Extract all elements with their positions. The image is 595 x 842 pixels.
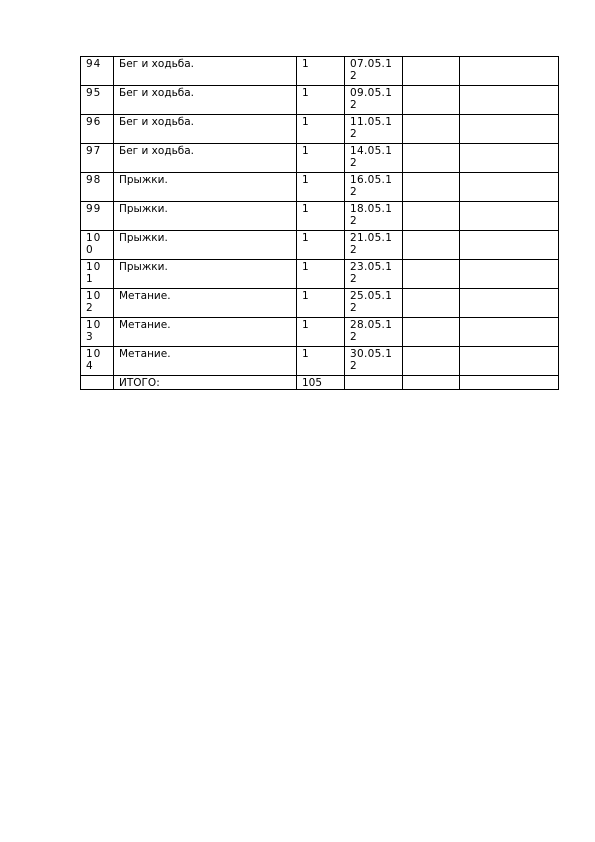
schedule-body xyxy=(81,57,559,390)
table-row xyxy=(81,115,559,144)
lesson-date: 14.05.12 xyxy=(345,144,403,173)
table-row xyxy=(81,260,559,289)
lesson-fact-date xyxy=(403,289,460,318)
total-note-cell xyxy=(460,376,559,390)
lesson-note xyxy=(460,115,559,144)
lesson-topic: Бег и ходьба. xyxy=(114,115,297,144)
lesson-fact-date xyxy=(403,57,460,86)
lesson-note xyxy=(460,347,559,376)
lesson-fact-date xyxy=(403,115,460,144)
lesson-schedule-table xyxy=(80,56,559,390)
lesson-hours: 1 xyxy=(297,86,345,115)
lesson-number: 94 xyxy=(81,57,114,86)
table-row xyxy=(81,144,559,173)
lesson-topic: Прыжки. xyxy=(114,260,297,289)
lesson-topic: Метание. xyxy=(114,289,297,318)
lesson-topic: Прыжки. xyxy=(114,173,297,202)
table-row xyxy=(81,318,559,347)
lesson-number: 102 xyxy=(81,289,114,318)
lesson-number: 103 xyxy=(81,318,114,347)
table-row xyxy=(81,202,559,231)
lesson-date: 21.05.12 xyxy=(345,231,403,260)
lesson-note xyxy=(460,173,559,202)
lesson-note xyxy=(460,86,559,115)
lesson-topic: Метание. xyxy=(114,318,297,347)
lesson-note xyxy=(460,144,559,173)
lesson-note xyxy=(460,289,559,318)
lesson-number: 100 xyxy=(81,231,114,260)
lesson-topic: Метание. xyxy=(114,347,297,376)
table-row xyxy=(81,347,559,376)
lesson-note xyxy=(460,231,559,260)
lesson-hours: 1 xyxy=(297,202,345,231)
lesson-date: 07.05.12 xyxy=(345,57,403,86)
total-num-cell xyxy=(81,376,114,390)
table-row xyxy=(81,173,559,202)
lesson-date: 30.05.12 xyxy=(345,347,403,376)
total-row xyxy=(81,376,559,390)
lesson-fact-date xyxy=(403,202,460,231)
lesson-fact-date xyxy=(403,86,460,115)
table-row xyxy=(81,289,559,318)
lesson-note xyxy=(460,260,559,289)
lesson-number: 104 xyxy=(81,347,114,376)
total-hours: 105 xyxy=(297,376,345,390)
lesson-topic: Прыжки. xyxy=(114,202,297,231)
lesson-date: 23.05.12 xyxy=(345,260,403,289)
table-row xyxy=(81,86,559,115)
lesson-number: 97 xyxy=(81,144,114,173)
lesson-number: 101 xyxy=(81,260,114,289)
lesson-number: 95 xyxy=(81,86,114,115)
lesson-hours: 1 xyxy=(297,347,345,376)
lesson-fact-date xyxy=(403,173,460,202)
lesson-date: 16.05.12 xyxy=(345,173,403,202)
lesson-date: 18.05.12 xyxy=(345,202,403,231)
lesson-topic: Бег и ходьба. xyxy=(114,86,297,115)
lesson-number: 99 xyxy=(81,202,114,231)
lesson-hours: 1 xyxy=(297,289,345,318)
lesson-hours: 1 xyxy=(297,115,345,144)
lesson-note xyxy=(460,202,559,231)
lesson-date: 25.05.12 xyxy=(345,289,403,318)
lesson-date: 09.05.12 xyxy=(345,86,403,115)
lesson-date: 11.05.12 xyxy=(345,115,403,144)
total-date-cell xyxy=(345,376,403,390)
lesson-hours: 1 xyxy=(297,318,345,347)
lesson-fact-date xyxy=(403,347,460,376)
lesson-topic: Прыжки. xyxy=(114,231,297,260)
lesson-number: 98 xyxy=(81,173,114,202)
lesson-fact-date xyxy=(403,318,460,347)
lesson-number: 96 xyxy=(81,115,114,144)
lesson-date: 28.05.12 xyxy=(345,318,403,347)
lesson-hours: 1 xyxy=(297,260,345,289)
lesson-note xyxy=(460,57,559,86)
lesson-note xyxy=(460,318,559,347)
lesson-hours: 1 xyxy=(297,144,345,173)
lesson-hours: 1 xyxy=(297,57,345,86)
lesson-fact-date xyxy=(403,231,460,260)
total-fact-cell xyxy=(403,376,460,390)
table-row xyxy=(81,231,559,260)
lesson-hours: 1 xyxy=(297,173,345,202)
lesson-topic: Бег и ходьба. xyxy=(114,57,297,86)
lesson-topic: Бег и ходьба. xyxy=(114,144,297,173)
table-row xyxy=(81,57,559,86)
lesson-hours: 1 xyxy=(297,231,345,260)
lesson-fact-date xyxy=(403,144,460,173)
lesson-fact-date xyxy=(403,260,460,289)
total-label: ИТОГО: xyxy=(114,376,297,390)
